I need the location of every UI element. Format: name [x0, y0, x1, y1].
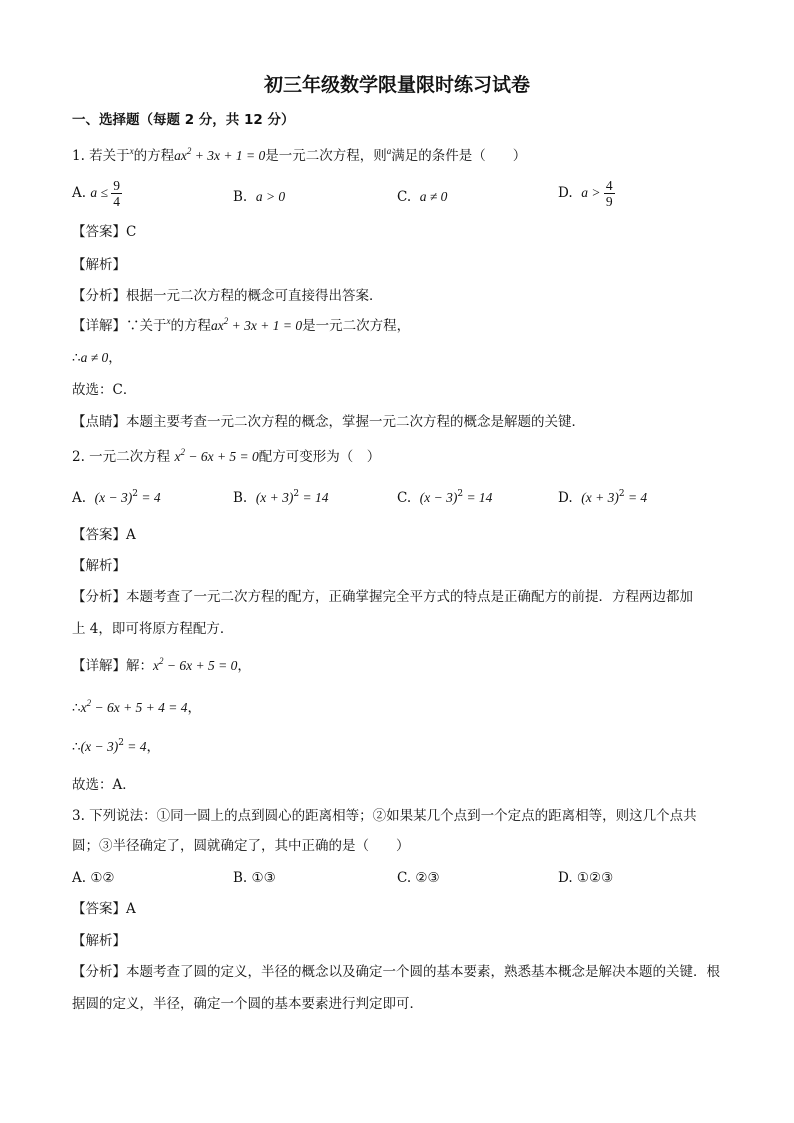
q1-equation: $ax^2 + 3x + 1 = 0$: [174, 146, 266, 163]
q2-answer: 【答案】A: [72, 527, 136, 543]
q1-key-point: 【点睛】本题主要考查一元二次方程的概念，掌握一元二次方程的概念是解题的关键．: [72, 414, 585, 430]
q2-option-d: D. $(x + 3)^2 = 4$: [558, 489, 648, 506]
q3-option-c: C. ②③: [397, 870, 440, 886]
question-1-stem: [72, 146, 526, 166]
q3-analysis-line-2: 据圆的定义，半径，确定一个圆的基本要素进行判定即可．: [72, 996, 423, 1012]
q3-answer: 【答案】A: [72, 901, 136, 917]
q1-mid2: 是一元二次方程，则: [265, 148, 387, 164]
q2-solution-step-3: ∴(x − 3)$^2$ = 4，: [72, 738, 161, 755]
q2-analysis-line-1: 【分析】本题考查了一元二次方程的配方，正确掌握完全平方式的特点是正确配方的前提．方程两边都加: [72, 589, 693, 605]
q2-option-c: C. $(x - 3)^2 = 14$: [397, 489, 493, 506]
q1-analysis: 【分析】根据一元二次方程的概念可直接得出答案．: [72, 288, 383, 304]
q1-suffix: 满足的条件是（ ）: [391, 148, 527, 164]
section-heading: 一、选择题（每题 2 分，共 12 分）: [72, 112, 295, 128]
q1-analysis-heading: 【解析】: [72, 257, 126, 273]
q2-option-b: B. $(x + 3)^2 = 14$: [233, 489, 329, 506]
question-3-stem-line-2: 圆；③半径确定了，圆就确定了，其中正确的是（ ）: [72, 838, 410, 854]
question-2-stem: 2. 一元二次方程 $x^2 - 6x + 5 = 0$配方可变形为（ ）: [72, 447, 381, 465]
q2-analysis-line-2: 上 4，即可将原方程配方．: [72, 621, 234, 637]
q1-option-a: A. a ≤ $\frac{9}{4}$: [72, 178, 121, 209]
q2-solution-step-2: $\therefore x^2 - 6x + 5 + 4 = 4$，: [72, 698, 202, 716]
q3-analysis-heading: 【解析】: [72, 933, 126, 949]
q1-var-x: x: [129, 146, 134, 156]
q1-prefix: 1. 若关于: [72, 148, 130, 164]
q1-mid1: 的方程: [133, 148, 175, 164]
q3-analysis-line-1: 【分析】本题考查了圆的定义，半径的概念以及确定一个圆的基本要素，熟悉基本概念是解决本题的关键．根: [72, 964, 720, 980]
q2-choose: 故选：A．: [72, 777, 136, 793]
q1-therefore: ∴a ≠ 0，: [72, 350, 122, 366]
q3-option-d: D. ①②③: [558, 870, 614, 886]
q2-analysis-heading: 【解析】: [72, 558, 126, 574]
q1-answer: 【答案】C: [72, 224, 137, 240]
q3-option-a: A. ①②: [72, 870, 115, 886]
q2-option-a: A. $(x - 3)^2 = 4$: [72, 489, 161, 506]
q1-option-d: D. a > $\frac{4}{9}$: [558, 178, 613, 209]
q2-solution-step-1: 【详解】解：$x^2 - 6x + 5 = 0$，: [72, 656, 251, 674]
q1-option-c: C. a ≠ 0: [397, 189, 448, 205]
q3-option-b: B. ①③: [233, 870, 276, 886]
q1-option-b: B. a > 0: [233, 189, 286, 205]
question-3-stem-line-1: 3. 下列说法：①同一圆上的点到圆心的距离相等；②如果某几个点到一个定点的距离相等，则这几个点共: [72, 808, 697, 824]
q1-choose: 故选：C．: [72, 382, 137, 398]
q1-solution: 【详解】∵关于$^x$的方程$ax^2 + 3x + 1 = 0$是一元二次方程，: [72, 316, 411, 334]
q1-var-a: a: [386, 146, 392, 156]
page-title: 初三年级数学限量限时练习试卷: [263, 74, 530, 96]
